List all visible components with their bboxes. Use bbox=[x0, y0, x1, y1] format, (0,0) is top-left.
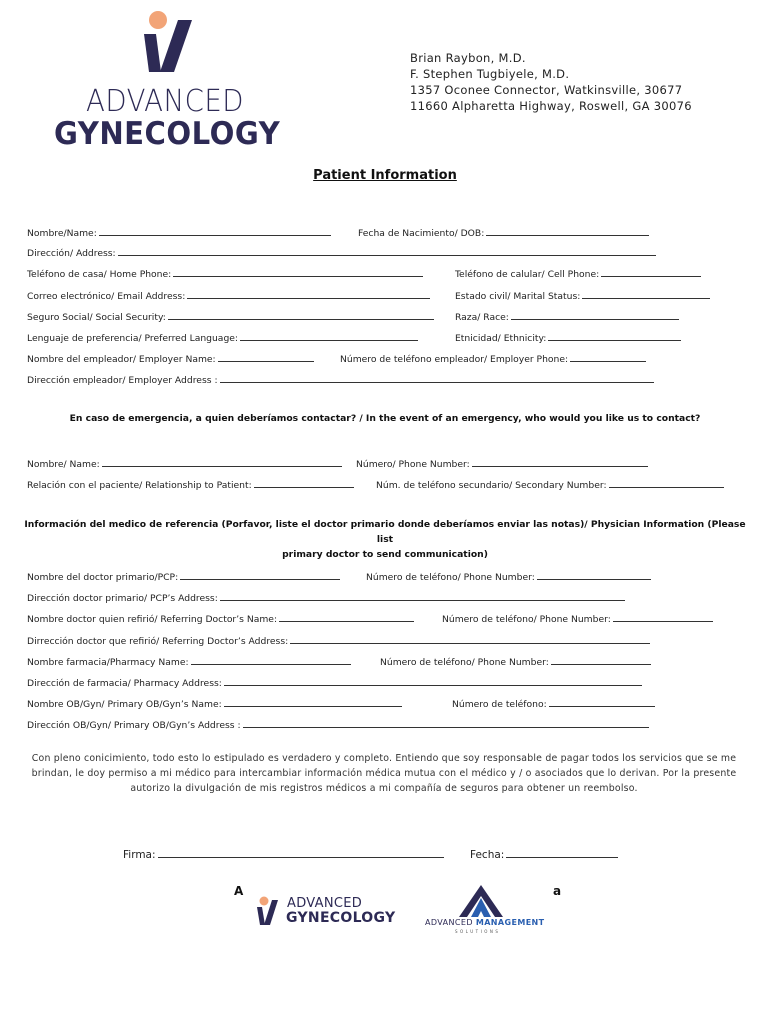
ref-name-input-line[interactable] bbox=[279, 612, 414, 622]
label: Nombre/ Name: bbox=[27, 459, 100, 470]
field-ref-phone bbox=[442, 612, 713, 625]
address-input-line[interactable] bbox=[118, 246, 656, 256]
language-input-line[interactable] bbox=[240, 331, 418, 341]
label: Núm. de teléfono secundario/ Secondary Number: bbox=[376, 480, 607, 491]
emergency-heading: En caso de emergencia, a quien deberíamos contactar? / In the event of an emergency, who would you like us to contact? bbox=[69, 413, 701, 424]
footer-gynecology-logo-icon bbox=[256, 896, 282, 926]
address-line: 1357 Oconee Connector, Watkinsville, 30677 bbox=[410, 83, 683, 97]
label: Número de teléfono/ Phone Number: bbox=[380, 657, 549, 668]
label: Raza/ Race: bbox=[455, 312, 509, 323]
label: Dirección empleador/ Employer Address : bbox=[27, 375, 218, 386]
label: Nombre doctor quien refirió/ Referring Doctor’s Name: bbox=[27, 614, 278, 625]
field-relationship bbox=[27, 478, 354, 491]
label: Número de teléfono/ Phone Number: bbox=[366, 572, 535, 583]
physician-heading-line: Información del medico de referencia (Porfavor, liste el doctor primario donde deberíamos enviar las notas)/ Physician Information (Please list bbox=[24, 519, 746, 545]
label: Dirrección doctor que refirió/ Referring Doctor’s Address: bbox=[27, 636, 289, 647]
emergency-phone-input-line[interactable] bbox=[472, 457, 648, 467]
field-email bbox=[27, 289, 430, 302]
label: Fecha: bbox=[470, 849, 505, 861]
field-employer-address bbox=[27, 373, 654, 386]
label: Nombre OB/Gyn/ Primary OB/Gyn’s Name: bbox=[27, 699, 222, 710]
field-home-phone bbox=[27, 267, 423, 280]
advanced-management-wordmark bbox=[425, 918, 545, 927]
label: Estado civil/ Marital Status: bbox=[455, 291, 581, 302]
field-ethnicity bbox=[455, 331, 681, 344]
label: Teléfono de casa/ Home Phone: bbox=[27, 269, 172, 280]
practice-address bbox=[410, 50, 692, 114]
field-ssn bbox=[27, 310, 434, 323]
field-employer-name bbox=[27, 352, 314, 365]
logo-word-gynecology: GYNECOLOGY bbox=[54, 116, 281, 152]
field-pharmacy-address bbox=[27, 676, 642, 689]
label: Etnicidad/ Ethnicity: bbox=[455, 333, 547, 344]
pharmacy-name-input-line[interactable] bbox=[191, 655, 351, 665]
field-ref-address bbox=[27, 634, 650, 647]
pcp-name-input-line[interactable] bbox=[180, 570, 340, 580]
am-word-advanced: ADVANCED bbox=[425, 918, 476, 927]
label: Número de teléfono/ Phone Number: bbox=[442, 614, 611, 625]
dob-input-line[interactable] bbox=[486, 226, 649, 236]
field-address bbox=[27, 246, 656, 259]
pcp-address-input-line[interactable] bbox=[220, 591, 625, 601]
page-title: Patient Information bbox=[313, 168, 457, 183]
field-obgyn-address bbox=[27, 718, 649, 731]
field-pharmacy-name bbox=[27, 655, 351, 668]
ssn-input-line[interactable] bbox=[168, 310, 434, 320]
cell-phone-input-line[interactable] bbox=[601, 267, 701, 277]
label: Número de teléfono empleador/ Employer Phone: bbox=[340, 354, 569, 365]
am-word-management: MANAGEMENT bbox=[475, 918, 545, 927]
footer-partial-letter: a bbox=[553, 884, 562, 898]
ethnicity-input-line[interactable] bbox=[548, 331, 681, 341]
email-input-line[interactable] bbox=[187, 289, 430, 299]
label: Fecha de Nacimiento/ DOB: bbox=[358, 228, 485, 239]
physician-heading-line: primary doctor to send communication) bbox=[282, 549, 488, 560]
label: Número/ Phone Number: bbox=[356, 459, 470, 470]
disclaimer-line: brindan, le doy permiso a mi médico para intercambiar información médica mutua con el médico y / o asociados que lo derivan. Por la presente bbox=[31, 768, 737, 779]
logo-word-advanced: ADVANCED bbox=[86, 84, 244, 119]
ref-address-input-line[interactable] bbox=[290, 634, 650, 644]
footer-logo-word-gynecology: GYNECOLOGY bbox=[286, 910, 396, 926]
field-obgyn-name bbox=[27, 697, 402, 710]
label: Correo electrónico/ Email Address: bbox=[27, 291, 186, 302]
field-ref-name bbox=[27, 612, 414, 625]
field-cell-phone bbox=[455, 267, 701, 280]
field-secondary-number bbox=[376, 478, 724, 491]
field-race bbox=[455, 310, 679, 323]
field-pcp-address bbox=[27, 591, 625, 604]
emergency-name-input-line[interactable] bbox=[102, 457, 342, 467]
disclaimer-line: Con pleno conicimiento, todo esto lo estipulado es verdadero y completo. Entiendo que soy responsable de pagar todos los servicios que se me bbox=[31, 753, 737, 764]
field-pcp-phone bbox=[366, 570, 651, 583]
address-line: F. Stephen Tugbiyele, M.D. bbox=[410, 67, 570, 81]
consent-disclaimer bbox=[14, 751, 754, 796]
field-emergency-phone bbox=[356, 457, 648, 470]
am-word-solutions: SOLUTIONS bbox=[455, 929, 501, 934]
ref-phone-input-line[interactable] bbox=[613, 612, 713, 622]
employer-address-input-line[interactable] bbox=[220, 373, 654, 383]
signature-input-line[interactable] bbox=[158, 846, 444, 858]
pcp-phone-input-line[interactable] bbox=[537, 570, 651, 580]
field-emergency-name bbox=[27, 457, 342, 470]
field-marital bbox=[455, 289, 710, 302]
field-employer-phone bbox=[340, 352, 646, 365]
secondary-number-input-line[interactable] bbox=[609, 478, 724, 488]
label: Firma: bbox=[123, 849, 156, 861]
field-pcp-name bbox=[27, 570, 340, 583]
address-line: 11660 Alpharetta Highway, Roswell, GA 30076 bbox=[410, 99, 692, 113]
label: Número de teléfono: bbox=[452, 699, 547, 710]
pharmacy-address-input-line[interactable] bbox=[224, 676, 642, 686]
relationship-input-line[interactable] bbox=[254, 478, 354, 488]
field-name bbox=[27, 226, 331, 239]
field-pharmacy-phone bbox=[380, 655, 651, 668]
label: Nombre farmacia/Pharmacy Name: bbox=[27, 657, 189, 668]
label: Seguro Social/ Social Security: bbox=[27, 312, 166, 323]
footer-partial-letter: A bbox=[234, 884, 244, 898]
advanced-management-logo-icon bbox=[458, 884, 504, 918]
address-line: Brian Raybon, M.D. bbox=[410, 51, 526, 65]
date-input-line[interactable] bbox=[506, 846, 618, 858]
physician-heading bbox=[20, 517, 750, 562]
label: Nombre del doctor primario/PCP: bbox=[27, 572, 179, 583]
employer-name-input-line[interactable] bbox=[218, 352, 314, 362]
obgyn-phone-input-line[interactable] bbox=[549, 697, 655, 707]
advanced-gynecology-logo-icon bbox=[140, 10, 200, 76]
label: Dirección de farmacia/ Pharmacy Address: bbox=[27, 678, 222, 689]
employer-phone-input-line[interactable] bbox=[570, 352, 646, 362]
label: Nombre/Name: bbox=[27, 228, 97, 239]
obgyn-address-input-line[interactable] bbox=[243, 718, 649, 728]
marital-input-line[interactable] bbox=[582, 289, 710, 299]
footer-logo-word-advanced: ADVANCED bbox=[287, 896, 363, 911]
field-language bbox=[27, 331, 418, 344]
obgyn-name-input-line[interactable] bbox=[224, 697, 402, 707]
label: Dirección doctor primario/ PCP’s Address: bbox=[27, 593, 218, 604]
label: Nombre del empleador/ Employer Name: bbox=[27, 354, 216, 365]
label: Dirección OB/Gyn/ Primary OB/Gyn’s Address : bbox=[27, 720, 241, 731]
disclaimer-line: autorizo la divulgación de mis registros médicos a mi compañía de seguros para obtener un reembolso. bbox=[130, 783, 638, 794]
label: Lenguaje de preferencia/ Preferred Language: bbox=[27, 333, 239, 344]
field-date bbox=[470, 846, 618, 861]
label: Teléfono de calular/ Cell Phone: bbox=[455, 269, 600, 280]
race-input-line[interactable] bbox=[511, 310, 679, 320]
name-input-line[interactable] bbox=[99, 226, 331, 236]
field-signature bbox=[123, 846, 444, 861]
pharmacy-phone-input-line[interactable] bbox=[551, 655, 651, 665]
label: Relación con el paciente/ Relationship to Patient: bbox=[27, 480, 252, 491]
home-phone-input-line[interactable] bbox=[173, 267, 423, 277]
field-dob bbox=[358, 226, 649, 239]
label: Dirección/ Address: bbox=[27, 248, 116, 259]
field-obgyn-phone bbox=[452, 697, 655, 710]
